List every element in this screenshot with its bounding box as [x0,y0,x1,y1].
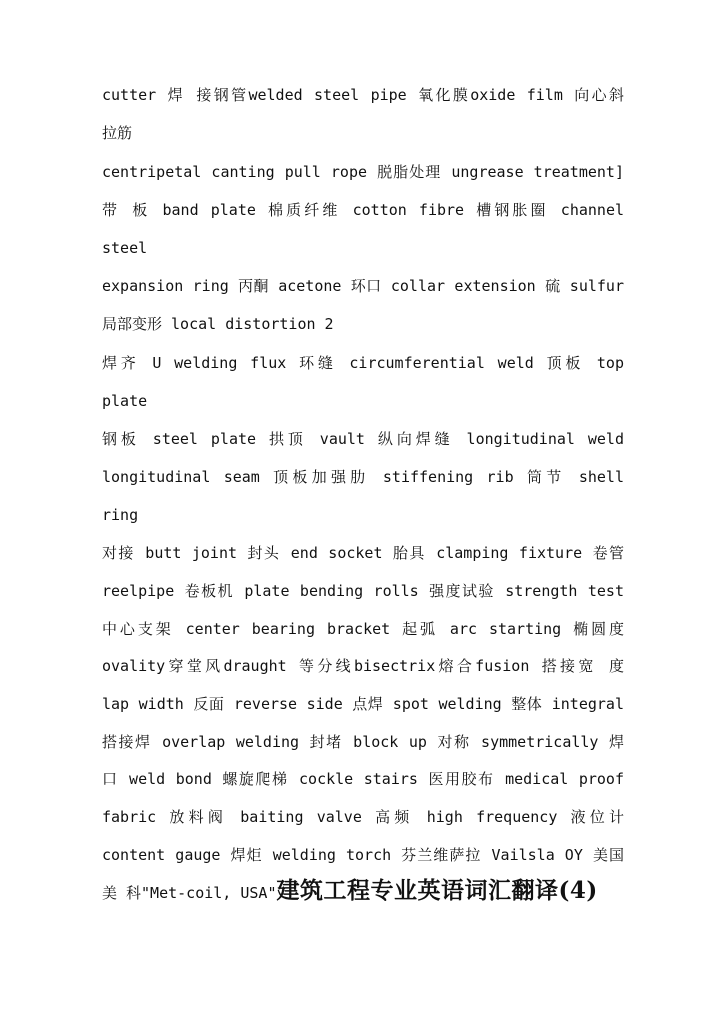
text-line-5: steel [102,239,148,257]
text-line-12: ring [102,506,139,524]
text-line-22 [102,877,624,907]
text-line-8: 焊齐 U welding flux 环缝 circumferential weld 顶板 top [102,354,624,372]
text-line-18: 搭接焊 overlap welding 封堵 block up 对称 symmetrically 焊 [102,733,624,751]
text-line-14: reelpipe 卷板机 plate bending rolls 强度试验 strength test [102,582,624,600]
text-line-6: expansion ring 丙酮 acetone 环口 collar extension 硫 sulfur [102,277,624,295]
text-line-20: fabric 放料阀 baiting valve 高频 high frequency 液位计 [102,808,624,826]
text-line-17: lap width 反面 reverse side 点焊 spot welding 整体 integral [102,695,624,713]
text-line-15: 中心支架 center bearing bracket 起弧 arc starting 椭圆度 [102,620,624,638]
text-line-19: 口 weld bond 螺旋爬梯 cockle stairs 医用胶布 medical proof [102,770,624,788]
text-line-9: plate [102,392,148,410]
text-line-4: 带 板 band plate 棉质纤维 cotton fibre 槽钢胀圈 channel [102,201,624,219]
last-line-text: 美 科"Met-coil, USA" [102,884,277,902]
text-line-11: longitudinal seam 顶板加强肋 stiffening rib 筒节 shell [102,468,624,486]
text-line-7: 局部变形 local distortion 2 [102,315,334,333]
text-line-21: content gauge 焊炬 welding torch 芬兰维萨拉 Vailsla OY 美国 [102,846,624,864]
text-line-10: 钢板 steel plate 拱顶 vault 纵向焊缝 longitudinal weld [102,430,624,448]
text-line-13: 对接 butt joint 封头 end socket 胎具 clamping fixture 卷管 [102,544,624,562]
text-line-2: 拉筋 [102,124,133,142]
text-line-1: cutter 焊 接钢管welded steel pipe 氧化膜oxide film 向心斜 [102,86,624,104]
text-line-16: ovality穿堂风draught 等分线bisectrix熔合fusion 搭接宽 度 [102,657,624,675]
document-title: 建筑工程专业英语词汇翻译(4) [276,877,598,904]
text-line-3: centripetal canting pull rope 脱脂处理 ungrease treatment] [102,163,624,181]
